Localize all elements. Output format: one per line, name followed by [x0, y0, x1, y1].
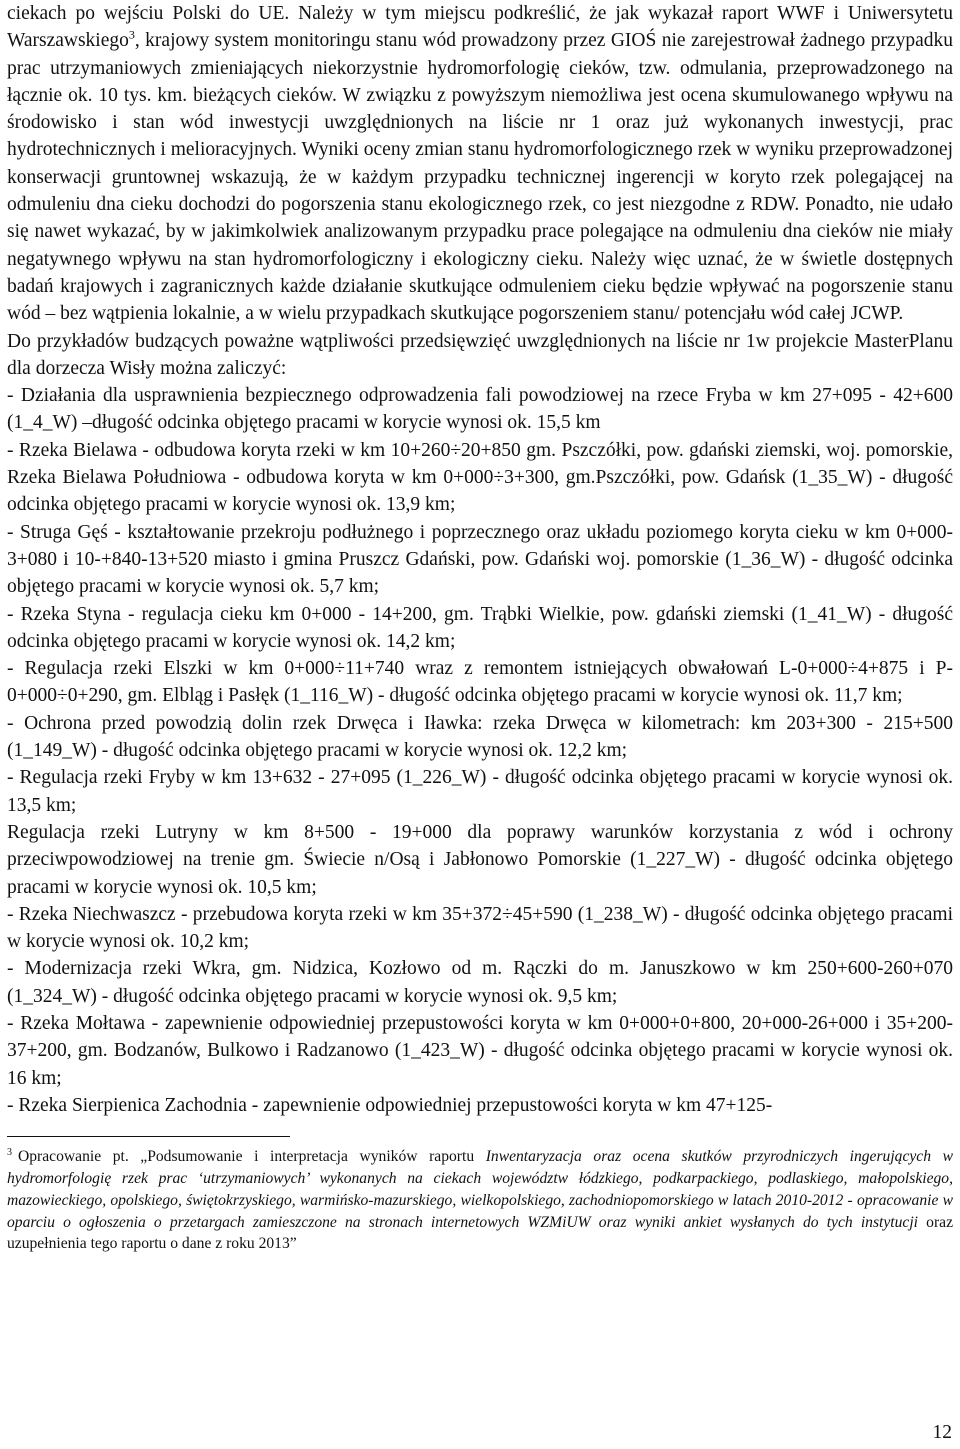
list-item-elszka: - Regulacja rzeki Elszki w km 0+000÷11+740 wraz z remontem istniejących obwałowań L-0+000÷4+875 i P-0+000÷0+290, gm. Elbląg i Pasłęk (1_116_W) - długość odcinka objętego pracami w korycie wynosi ok. 11,7 km;: [7, 658, 953, 707]
document-page: [7, 0, 953, 1255]
footnote-number: 3: [7, 1146, 12, 1158]
body-paragraph-intro: [7, 0, 953, 328]
footnote-divider: [7, 1136, 290, 1137]
list-item-drweca: - Ochrona przed powodzią dolin rzek Drwęca i Iławka: rzeka Drwęca w kilometrach: km 203+300 - 215+500 (1_149_W) - długość odcinka objętego pracami w korycie wynosi ok. 12,2 km;: [7, 712, 953, 762]
paragraph-text-part2: , krajowy system monitoringu stanu wód prowadzony przez GIOŚ nie zarejestrował żadnego przypadku prac utrzymaniowych zmieniających niekorzystnie hydromorfologię cieków, tzw. odmulania, przeprowadzonego na łącznie ok. 10 tys. km. bieżących cieków. W związku z powyższym niemożliwa jest ocena skumulowanego wpływu na środowisko i stan wód inwestycji uwzględnionych na liście nr 1 oraz już wykonanych inwestycji, prac hydrotechnicznych i melioracyjnych. Wyniki oceny zmian stanu hydromorfologicznego rzek w wyniku przeprowadzonej konserwacji gruntownej wskazują, że w każdym przypadku technicznej ingerencji w koryto rzek polegającej na odmuleniu dna cieku dochodzi do pogorszenia stanu ekologicznego rzek, co jest niezgodne z RDW. Ponadto, nie udało się nawet wykazać, by w jakimkolwiek analizowanym przypadku prace polegające na odmuleniu dna cieków nie miały negatywnego wpływu na stan hydromorfologiczny i ekologiczny cieku. Należy więc uznać, że w świetle dostępnych badań krajowych i zagranicznych każde działanie skutkujące odmuleniem cieku będzie wpływać na pogorszenie stanu wód – bez wątpienia lokalnie, a w wielu przypadkach skutkujące pogorszeniem stanu/ potencjału wód całej JCWP.: [7, 30, 953, 325]
footnote-lead: Opracowanie pt. „Podsumowanie i interpretacja wyników raportu: [18, 1148, 486, 1166]
footnote-report-title: Inwentaryzacja oraz ocena skutków przyrodniczych ingerujących w hydromorfologię rzek prac ‘utrzymaniowych’ wykonanych na ciekach województw łódzkiego, podkarpackiego, podlaskiego, małopolskiego, mazowieckiego, opolskiego, świętokrzyskiego, warmińsko-mazurskiego, wielkopolskiego, zachodniopomorskiego w latach 2010-2012 - opracowanie w oparciu o ogłoszenia o przetargach zamieszczone na stronach internetowych WZMiUW oraz wyniki ankiet wysłanych do tych instytucji: [7, 1148, 953, 1231]
list-item-lutryna: Regulacja rzeki Lutryny w km 8+500 - 19+000 dla poprawy warunków korzystania z wód i ochrony przeciwpowodziowej na trenie gm. Świecie n/Osą i Jabłonowo Pomorskie (1_227_W) - długość odcinka objętego pracami w korycie wynosi ok. 10,5 km;: [7, 821, 953, 898]
paragraph-text-part1: ciekach po wejściu Polski do UE. Należy w tym miejscu podkreślić, że jak wykazał raport WWF i Uniwersytetu Warszawskiego: [7, 3, 953, 52]
list-item-moltawa: - Rzeka Mołtawa - zapewnienie odpowiedniej przepustowości koryta w km 0+000+0+800, 20+000-26+000 i 35+200-37+200, gm. Bodzanów, Bulkowo i Radzanowo (1_423_W) - długość odcinka objętego pracami w korycie wynosi ok. 16 km;: [7, 1012, 953, 1089]
list-item-styna: - Rzeka Styna - regulacja cieku km 0+000 - 14+200, gm. Trąbki Wielkie, pow. gdański ziemski (1_41_W) - długość odcinka objętego pracami w korycie wynosi ok. 14,2 km;: [7, 603, 953, 652]
list-item-struga-ges: - Struga Gęś - kształtowanie przekroju podłużnego i poprzecznego oraz układu poziomego koryta cieku w km 0+000-3+080 i 10-+840-13+520 miasto i gmina Pruszcz Gdański, pow. Gdański woj. pomorskie (1_36_W) - długość odcinka objętego pracami w korycie wynosi ok. 5,7 km;: [7, 521, 953, 598]
page-number: 12: [932, 1422, 952, 1443]
footnote-reference[interactable]: 3: [128, 27, 135, 42]
list-item-niechwaszcz: - Rzeka Niechwaszcz - przebudowa koryta rzeki w km 35+372÷45+590 (1_238_W) - długość odcinka objętego pracami w korycie wynosi ok. 10,2 km;: [7, 903, 953, 953]
footnote-tail: oraz uzupełnienia tego raportu o dane z roku 2013”: [7, 1213, 953, 1253]
list-item-fryba-regulation: - Regulacja rzeki Fryby w km 13+632 - 27+095 (1_226_W) - długość odcinka objętego pracami w korycie wynosi ok. 13,5 km;: [7, 767, 953, 816]
list-item-bielawa: - Rzeka Bielawa - odbudowa koryta rzeki w km 10+260÷20+850 gm. Pszczółki, pow. gdański ziemski, woj. pomorskie, Rzeka Bielawa Południowa - odbudowa koryta w km 0+000÷3+300, gm.Pszczółki, pow. Gdańsk (1_35_W) - długość odcinka objętego pracami w korycie wynosi ok. 13,9 km;: [7, 439, 953, 516]
body-paragraph-list-intro: Do przykładów budzących poważne wątpliwości przedsięwzięć uwzględnionych na liście nr 1w projekcie MasterPlanu dla dorzecza Wisły można zaliczyć:: [7, 330, 953, 379]
list-item-fryba: - Działania dla usprawnienia bezpiecznego odprowadzenia fali powodziowej na rzece Fryba w km 27+095 - 42+600 (1_4_W) –długość odcinka objętego pracami w korycie wynosi ok. 15,5 km: [7, 385, 953, 434]
list-item-sierpienica: - Rzeka Sierpienica Zachodnia - zapewnienie odpowiedniej przepustowości koryta w km 47+125-: [7, 1094, 773, 1116]
list-item-wkra: - Modernizacja rzeki Wkra, gm. Nidzica, Kozłowo od m. Rączki do m. Januszkowo w km 250+600-260+070 (1_324_W) - długość odcinka objętego pracami w korycie wynosi ok. 9,5 km;: [7, 958, 953, 1007]
footnote: [7, 1146, 953, 1255]
